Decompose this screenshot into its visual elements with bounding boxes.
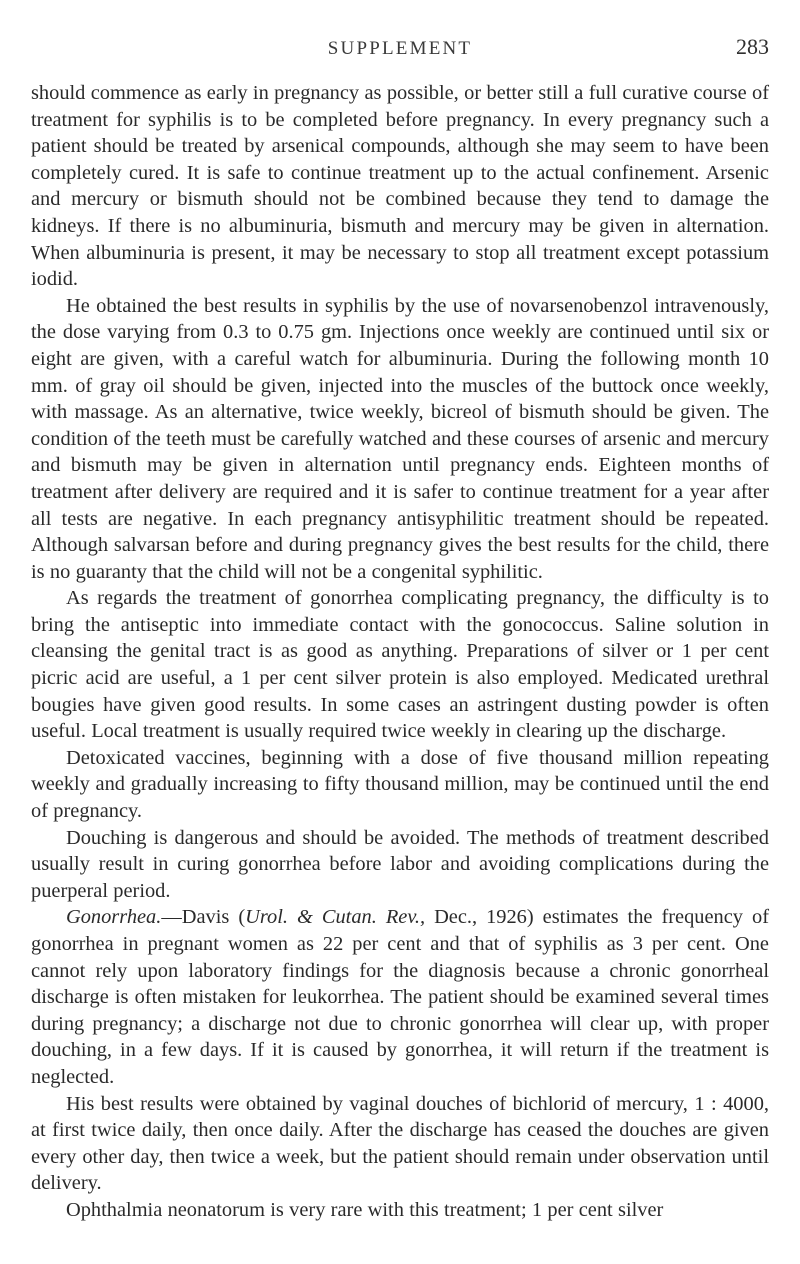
page-header [31, 30, 769, 70]
section-lead-italic: Gonorrhea. [66, 906, 162, 929]
paragraph-text-a: —Davis ( [161, 906, 246, 929]
paragraph-vaccines: Detoxicated vaccines, beginning with a dose of five thousand million repeating weekly and gradually increasing to fifty thousand million, may be continued until the end of pregnancy. [31, 746, 769, 823]
paragraph-gonorrhea-treatment: As regards the treatment of gonorrhea complicating pregnancy, the difficulty is to bring the antiseptic into immediate contact with the gonococcus. Saline solution in cleansing the genital tract is as good as anything. Preparations of silver or 1 per cent picric acid are useful, a 1 per cent silver protein is also employed. Medicated urethral bougies have given good results. In some cases an astringent dusting powder is often useful. Local treatment is usually required twice weekly in clearing up the discharge. [31, 587, 769, 743]
paragraph-bichlorid-douches: His best results were obtained by vaginal douches of bichlorid of mercury, 1 : 4000, at first twice daily, then once daily. After the discharge has ceased the douches are given every other day, then twice a week, but the patient should remain under observation until delivery. [31, 1092, 769, 1195]
paragraph-ophthalmia: Ophthalmia neonatorum is very rare with this treatment; 1 per cent silver [66, 1198, 664, 1221]
paragraph-syphilis-treatment: He obtained the best results in syphilis by the use of novarsenobenzol intravenously, the dose varying from 0.3 to 0.75 gm. Injections once weekly are continued until six or eight are given, with a careful watch for albuminuria. During the following month 10 mm. of gray oil should be given, injected into the muscles of the buttock once weekly, with massage. As an alternative, twice weekly, bicreol of bismuth should be given. The condition of the teeth must be carefully watched and these courses of arsenic and mercury and bismuth may be given in alternation until pregnancy ends. Eighteen months of treatment after delivery are required and it is safer to continue treatment for a year after all tests are negative. In each pregnancy antisyphilitic treatment should be repeated. Although salvarsan before and during pregnancy gives the best results for the child, there is no guaranty that the child will not be a congenital syphilitic. [31, 294, 769, 583]
body-text [31, 80, 769, 1224]
running-head: SUPPLEMENT [327, 38, 473, 59]
book-page [31, 30, 769, 1224]
paragraph-continued: should commence as early in pregnancy as possible, or better still a full curative course of treatment for syphilis is to be completed before pregnancy. In every pregnancy such a patient should be treated by arsenical compounds, although she may seem to have been completely cured. It is safe to continue treatment up to the actual confinement. Arsenic and mercury or bismuth should not be combined because they tend to damage the kidneys. If there is no albuminuria, bismuth and mercury may be given in alternation. When albuminuria is present, it may be necessary to stop all treatment except potassium iodid. [31, 82, 769, 291]
paragraph-douching: Douching is dangerous and should be avoided. The methods of treatment described usually result in curing gonorrhea before labor and avoiding complications during the puerperal period. [31, 826, 769, 902]
journal-citation: Urol. & Cutan. Rev., [245, 906, 426, 929]
page-number: 283 [736, 34, 769, 59]
paragraph-text-b: Dec., 1926) estimates the frequency of gonorrhea in pregnant women as 22 per cent and that of syphilis as 3 per cent. One cannot rely upon laboratory findings for the diagnosis because a chronic gonorrheal discharge is often mistaken for leukorrhea. The patient should be examined several times during pregnancy; a discharge not due to chronic gonorrhea will clear up, with proper douching, in a few days. If it is caused by gonorrhea, it will return if the treatment is neglected. [31, 906, 769, 1088]
paragraph-gonorrhea-davis [31, 904, 769, 1090]
